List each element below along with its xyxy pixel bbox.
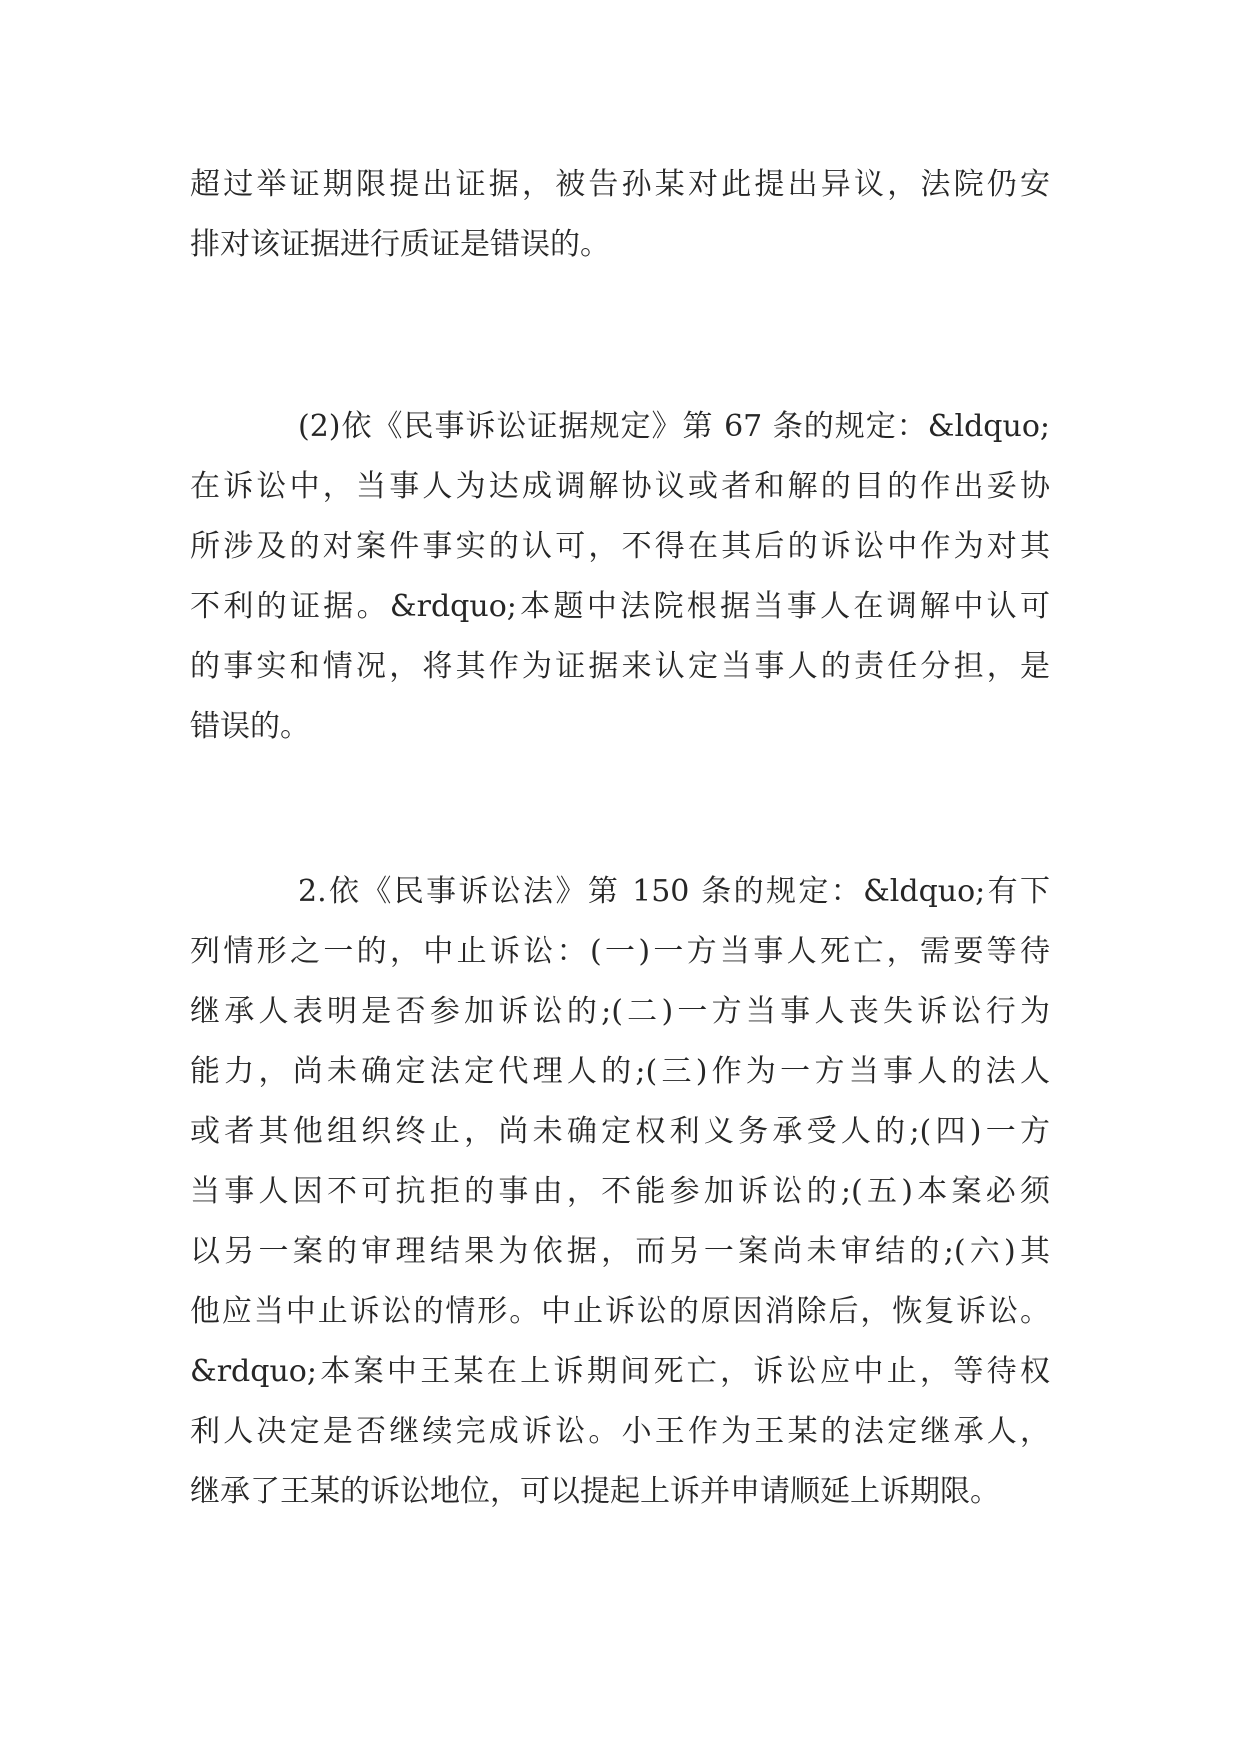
text-line: 排对该证据进行质证是错误的。 [190, 227, 610, 262]
text-line: 不利的证据。&rdquo;本题中法院根据当事人在调解中认可 [190, 589, 1050, 624]
text-line: 或者其他组织终止，尚未确定权利义务承受人的;(四)一方 [190, 1114, 1050, 1149]
text-line: 以另一案的审理结果为依据，而另一案尚未审结的;(六)其 [190, 1234, 1050, 1269]
text-line: 能力，尚未确定法定代理人的;(三)作为一方当事人的法人 [190, 1054, 1050, 1089]
text-line: 继承了王某的诉讼地位，可以提起上诉并申请顺延上诉期限。 [190, 1474, 1000, 1509]
text-line: 继承人表明是否参加诉讼的;(二)一方当事人丧失诉讼行为 [190, 994, 1050, 1029]
text-line: 所涉及的对案件事实的认可，不得在其后的诉讼中作为对其 [190, 529, 1050, 564]
paragraph-evidence-deadline [190, 155, 1050, 275]
text-line: 利人决定是否继续完成诉讼。小王作为王某的法定继承人， [190, 1414, 1050, 1449]
text-line: 错误的。 [190, 709, 310, 744]
paragraph-mediation-admission [190, 397, 1050, 757]
text-line: 2.依《民事诉讼法》第 150 条的规定：&ldquo;有下 [298, 874, 1050, 909]
text-line: 在诉讼中，当事人为达成调解协议或者和解的目的作出妥协 [190, 469, 1050, 504]
text-line: (2)依《民事诉讼证据规定》第 67 条的规定：&ldquo; [298, 409, 1050, 444]
text-line: 超过举证期限提出证据，被告孙某对此提出异议，法院仍安 [190, 167, 1050, 202]
text-line: &rdquo;本案中王某在上诉期间死亡，诉讼应中止，等待权 [190, 1354, 1050, 1389]
text-line: 列情形之一的，中止诉讼：(一)一方当事人死亡，需要等待 [190, 934, 1050, 969]
text-line: 当事人因不可抗拒的事由，不能参加诉讼的;(五)本案必须 [190, 1174, 1050, 1209]
text-line: 的事实和情况，将其作为证据来认定当事人的责任分担，是 [190, 649, 1050, 684]
paragraph-suspension-of-litigation [190, 862, 1050, 1522]
text-line: 他应当中止诉讼的情形。中止诉讼的原因消除后，恢复诉讼。 [190, 1294, 1050, 1329]
